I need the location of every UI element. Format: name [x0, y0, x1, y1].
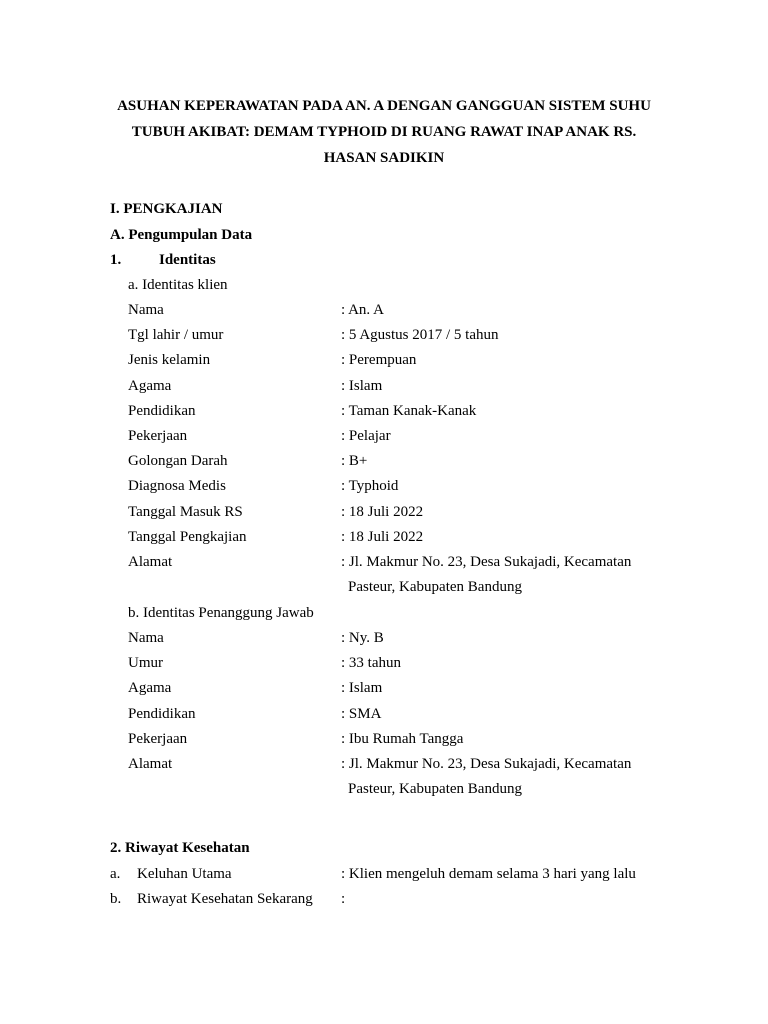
field-value-continued: Pasteur, Kabupaten Bandung [348, 579, 522, 596]
field-label: Keluhan Utama [137, 866, 232, 882]
field-label: Nama [128, 302, 164, 318]
field-value: : 33 tahun [341, 655, 401, 672]
identitas-penanggung-heading: b. Identitas Penanggung Jawab [128, 605, 314, 621]
item-number: 1. [110, 252, 122, 268]
field-label: Riwayat Kesehatan Sekarang [137, 891, 313, 907]
title-line-2: TUBUH AKIBAT: DEMAM TYPHOID DI RUANG RAWAT INAP ANAK RS. [131, 124, 637, 140]
title-line-1: ASUHAN KEPERAWATAN PADA AN. A DENGAN GANGGUAN SISTEM SUHU [117, 98, 651, 114]
field-value: : Pelajar [341, 428, 391, 444]
field-label: Umur [128, 655, 163, 672]
list-marker: b. [110, 891, 122, 907]
field-label: Tanggal Masuk RS [128, 503, 243, 520]
field-value: : Ibu Rumah Tangga [341, 730, 464, 747]
riwayat-kesehatan-heading: 2. Riwayat Kesehatan [110, 840, 250, 856]
field-label: Pendidikan [128, 705, 196, 722]
field-value: : SMA [341, 705, 382, 722]
field-label: Pekerjaan [128, 428, 188, 444]
field-value: : Jl. Makmur No. 23, Desa Sukajadi, Kecamatan [341, 554, 632, 570]
identitas-klien-heading: a. Identitas klien [128, 277, 228, 293]
field-value: : [341, 891, 346, 907]
field-value: : 5 Agustus 2017 / 5 tahun [341, 327, 499, 344]
field-value: : Typhoid [341, 478, 399, 495]
field-label: Jenis kelamin [128, 352, 211, 369]
field-value: : 18 Juli 2022 [341, 503, 424, 520]
list-marker: a. [110, 866, 121, 882]
field-value: : Islam [341, 680, 383, 697]
field-value-continued: Pasteur, Kabupaten Bandung [348, 781, 522, 798]
field-label: Golongan Darah [128, 453, 228, 470]
field-value: : Jl. Makmur No. 23, Desa Sukajadi, Kecamatan [341, 756, 632, 772]
title-line-3: HASAN SADIKIN [323, 150, 445, 166]
field-value: : An. A [341, 302, 384, 318]
field-label: Tgl lahir / umur [128, 327, 224, 344]
field-label: Pendidikan [128, 402, 196, 419]
field-value: : Klien mengeluh demam selama 3 hari yang lalu [341, 866, 636, 882]
field-label: Agama [128, 377, 172, 394]
item-heading-identitas: Identitas [159, 252, 216, 268]
field-value: : Islam [341, 377, 383, 394]
field-label: Agama [128, 680, 172, 697]
field-value: : B+ [341, 453, 368, 470]
field-label: Tanggal Pengkajian [128, 528, 247, 545]
field-value: : Taman Kanak-Kanak [341, 402, 477, 419]
subsection-heading-pengumpulan-data: A. Pengumpulan Data [110, 227, 253, 243]
field-label: Diagnosa Medis [128, 478, 226, 495]
field-label: Alamat [128, 554, 173, 570]
field-label: Pekerjaan [128, 730, 188, 747]
field-label: Nama [128, 630, 164, 646]
field-value: : 18 Juli 2022 [341, 528, 424, 545]
field-value: : Perempuan [341, 352, 417, 369]
field-label: Alamat [128, 756, 173, 772]
section-heading-pengkajian: I. PENGKAJIAN [110, 201, 223, 217]
field-value: : Ny. B [341, 630, 384, 646]
